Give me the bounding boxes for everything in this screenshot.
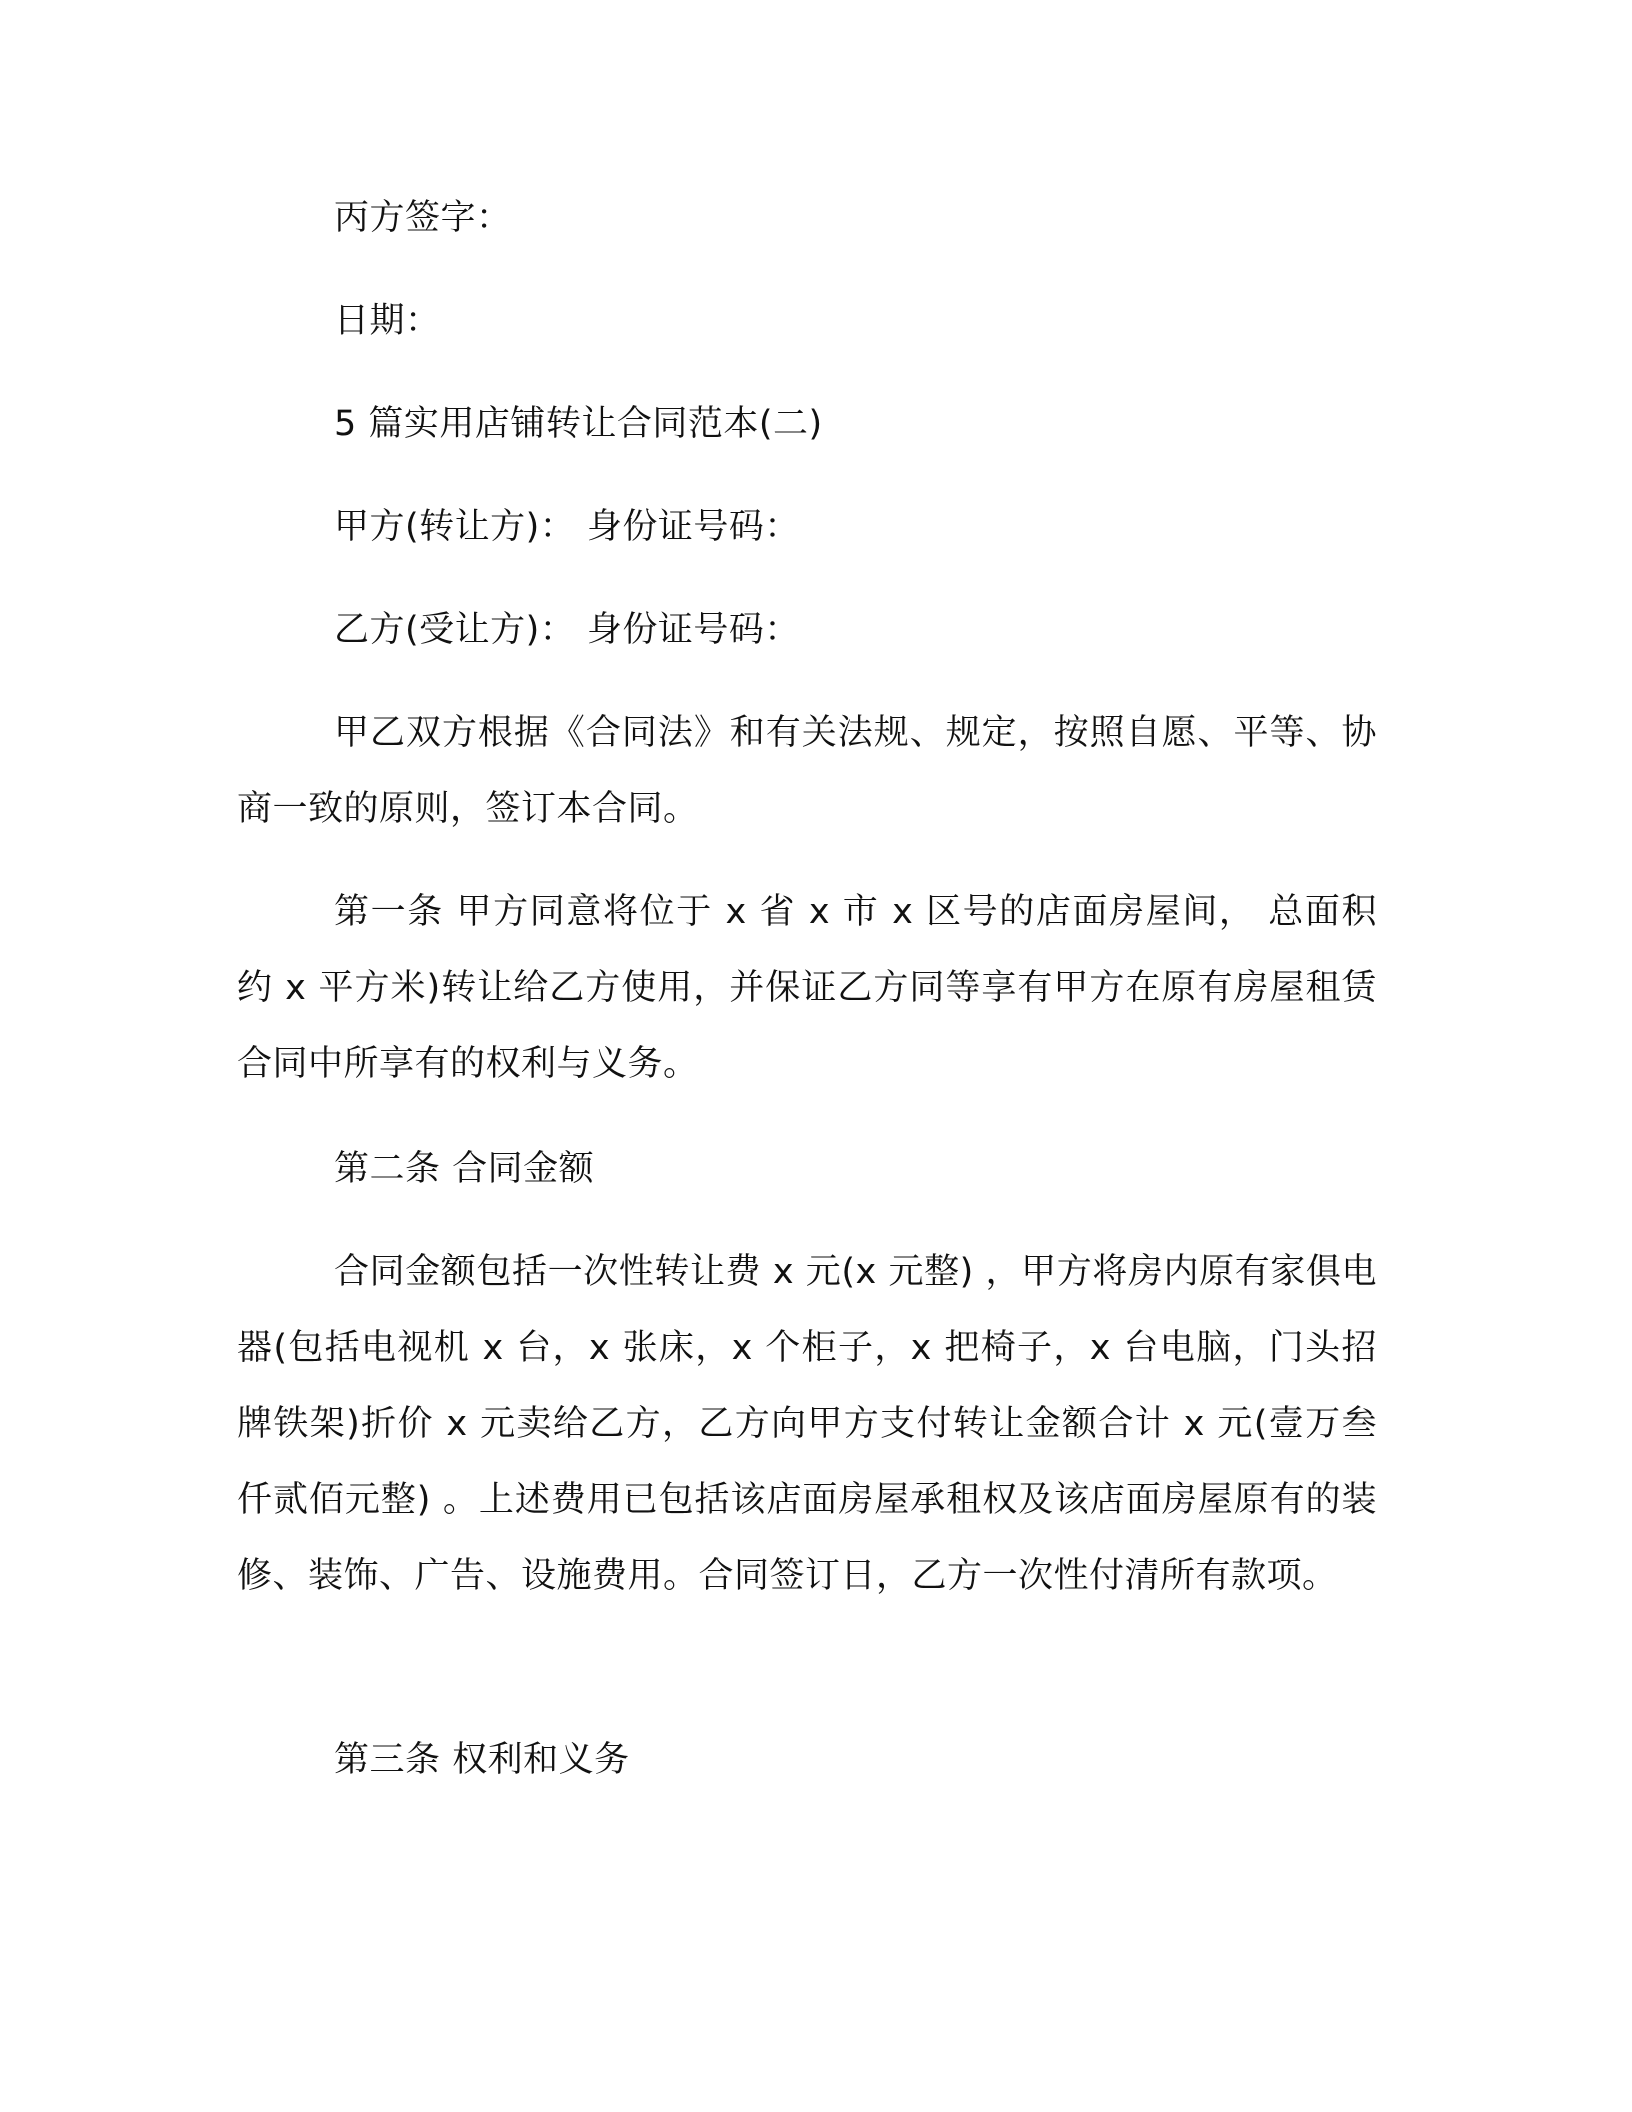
article-2-heading: 第二条 合同金额	[334, 1149, 595, 1189]
contract-title: 5 篇实用店铺转让合同范本(二)	[334, 404, 823, 444]
preamble-paragraph: 甲乙双方根据《合同法》和有关法规、规定，按照自愿、平等、协商一致的原则，签订本合同。	[237, 713, 1377, 829]
party-c-signature-line: 丙方签字：	[334, 198, 512, 238]
party-b-line: 乙方(受让方)： 身份证号码：	[334, 610, 800, 650]
article-1-paragraph: 第一条 甲方同意将位于 x 省 x 市 x 区号的店面房屋间， 总面积约 x 平方米)转让给乙方使用，并保证乙方同等享有甲方在原有房屋租赁合同中所享有的权利与义务。	[237, 892, 1377, 1084]
article-2-body: 合同金额包括一次性转让费 x 元(x 元整) ，甲方将房内原有家俱电器(包括电视机 x 台，x 张床，x 个柜子，x 把椅子，x 台电脑，门头招牌铁架)折价 x 元卖给乙方，乙方向甲方支付转让金额合计 x 元(壹万叁仟贰佰元整) 。上述费用已包括该店面房屋承租权及该店面房屋原有的装修、装饰、广告、设施费用。合同签订日，乙方一次性付清所有款项。	[237, 1252, 1377, 1596]
date-line: 日期：	[334, 301, 441, 341]
article-3-heading: 第三条 权利和义务	[334, 1740, 630, 1780]
party-a-line: 甲方(转让方)： 身份证号码：	[334, 507, 800, 547]
